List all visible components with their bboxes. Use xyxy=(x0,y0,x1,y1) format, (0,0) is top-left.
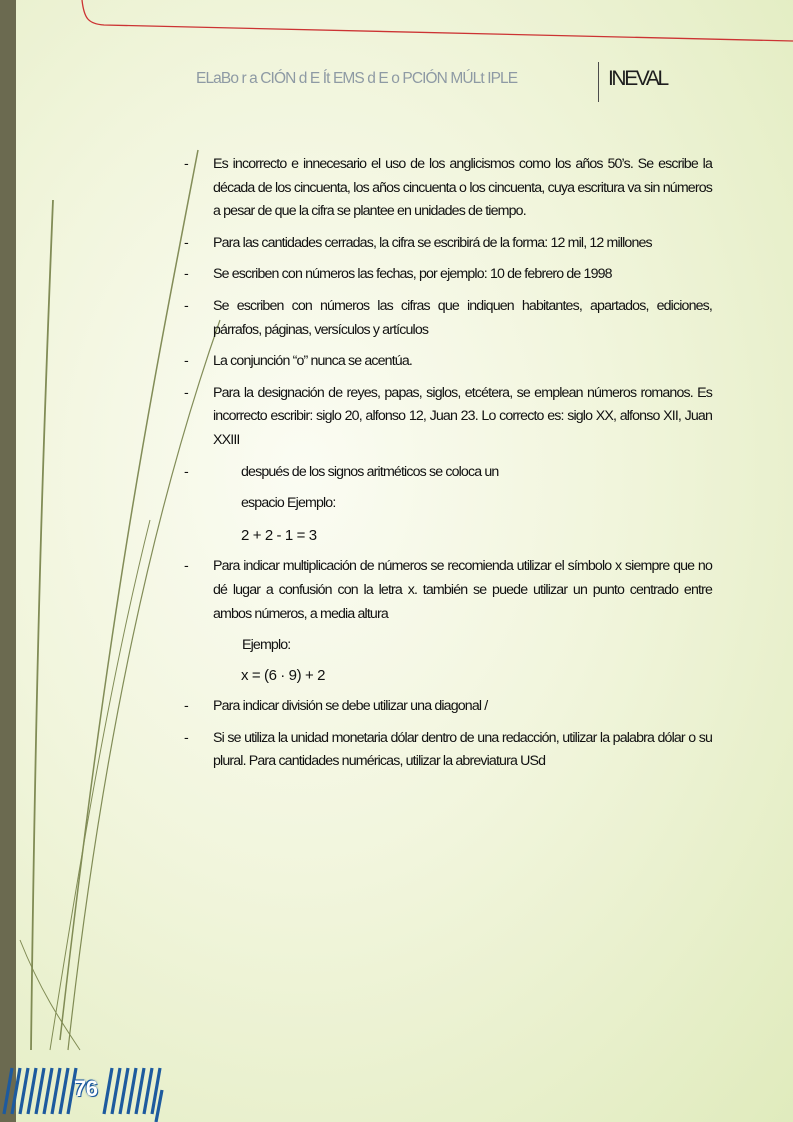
list-dash: - xyxy=(184,353,188,370)
list-dash: - xyxy=(184,156,188,172)
list-item xyxy=(182,153,712,224)
example-label: Ejemplo: xyxy=(242,637,291,654)
list-item-text: Se escriben con números las cifras que indiquen habitantes, apartados, ediciones, párrafos, páginas, versículos y artículos xyxy=(213,297,712,338)
list-item-text: Para indicar división se debe utilizar una diagonal / xyxy=(213,698,488,715)
list-dash: - xyxy=(184,698,188,715)
list-item xyxy=(182,727,712,774)
header-title: ELaBo r a CIÓN d E Ít EMS d E o PCIÓN MÚLt IPLE xyxy=(196,70,518,87)
list-item-text: La conjunción “o” nunca se acentúa. xyxy=(213,353,412,370)
list-item-text: Se escriben con números las fechas, por ejemplo: 10 de febrero de 1998 xyxy=(213,266,612,283)
list-item xyxy=(182,350,712,374)
list-dash: - xyxy=(184,234,188,251)
multiplication-example: x = (6 · 9) + 2 xyxy=(241,666,326,684)
ineval-logo: INEVAL xyxy=(608,67,667,90)
list-dash: - xyxy=(184,297,188,314)
arithmetic-example: 2 + 2 - 1 = 3 xyxy=(241,526,317,544)
list-dash: - xyxy=(184,463,188,480)
list-item-continuation: espacio Ejemplo: xyxy=(241,495,336,512)
list-item-text: Para indicar multiplicación de números se recomienda utilizar el símbolo x siempre que no dé lugar a confusión con la letra x. también se puede utilizar un punto centrado entre ambos números, a media altura xyxy=(213,558,712,622)
list-dash: - xyxy=(184,729,188,746)
header-red-line xyxy=(82,0,793,41)
list-dash: - xyxy=(184,384,188,401)
list-item xyxy=(182,263,712,287)
list-item xyxy=(182,461,712,485)
page-header xyxy=(196,66,716,106)
list-item-text: después de los signos aritméticos se coloca un xyxy=(241,463,499,480)
list-item xyxy=(182,382,712,453)
list-item xyxy=(182,555,712,626)
list-item-text: Para las cantidades cerradas, la cifra se escribirá de la forma: 12 mil, 12 millones xyxy=(213,234,652,251)
list-item xyxy=(182,232,712,256)
list-item xyxy=(182,695,712,719)
list-item xyxy=(182,295,712,342)
list-item-text: Si se utiliza la unidad monetaria dólar dentro de una redacción, utilizar la palabra dólar o su plural. Para cantidades numéricas, utilizar la abreviatura USd xyxy=(213,729,712,770)
document-body xyxy=(182,153,712,782)
page-number: 76 xyxy=(74,1076,98,1101)
list-item-text: Es incorrecto e innecesario el uso de los anglicismos como los años 50’s. Se escribe la década de los cincuenta, los años cincuenta o los cincuenta, cuya escritura va sin números a pesar de que la cifra se plantee en unidades de tiempo. xyxy=(213,156,712,220)
header-divider xyxy=(598,62,599,102)
list-item-text: Para la designación de reyes, papas, siglos, etcétera, se emplean números romanos. Es incorrecto escribir: siglo 20, alfonso 12, Juan 23. Lo correcto es: siglo XX, alfonso XII, Juan XXIII xyxy=(213,384,712,448)
list-dash: - xyxy=(184,266,188,283)
list-dash: - xyxy=(184,558,188,575)
